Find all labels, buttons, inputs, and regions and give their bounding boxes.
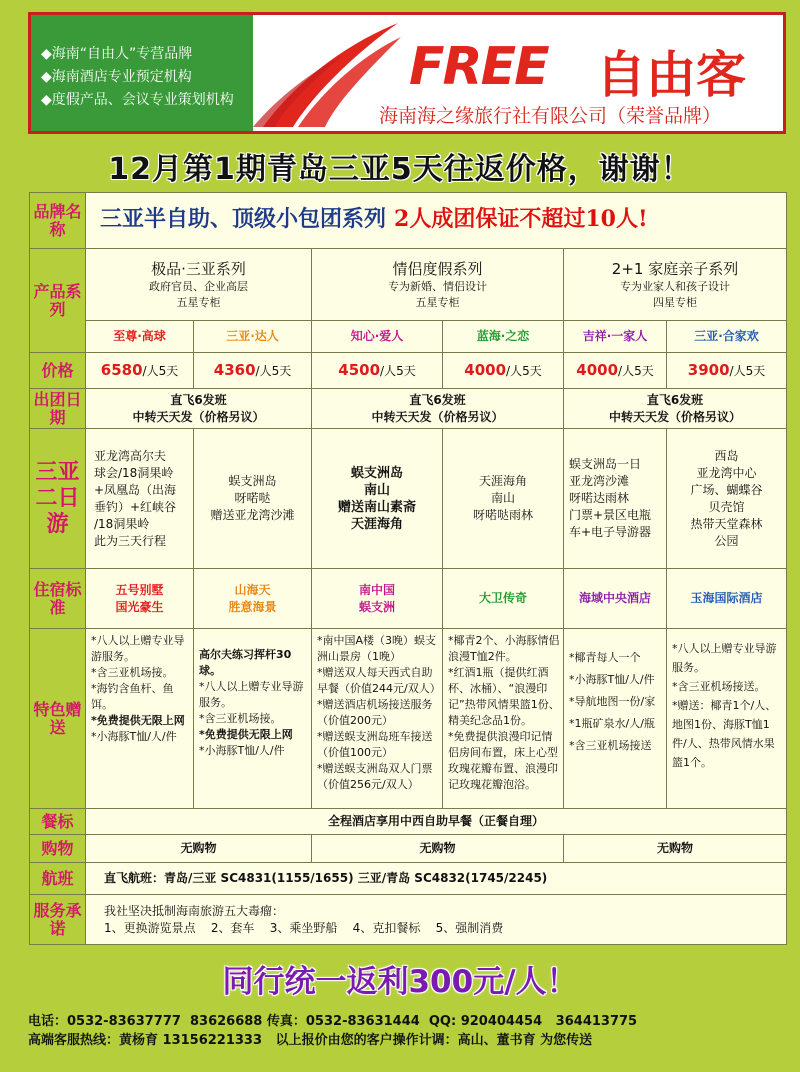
gift-cell [564,629,667,809]
gift-item: *免费提供无限上网 [199,728,293,741]
gift-item: *赠送：椰青1个/人、地图1份、海豚T恤1件/人、热带风情水果篮1个。 [672,699,777,769]
price-unit: /人5天 [380,363,416,378]
itinerary-line: 亚龙湾中心 [696,465,757,480]
gift-item: *赠送酒店机场接送服务（价值200元） [317,698,433,727]
hotel-cell [443,569,564,629]
hotel-cell [86,569,194,629]
label-itinerary: 三亚二日游 [30,429,86,569]
itinerary-line: 球会/18洞果岭 [94,465,174,480]
itinerary-line: 南山 [490,491,515,505]
itinerary-line: +凤凰岛（出海 [94,482,177,497]
title-main: 三亚半自助、顶级小包团系列 [100,205,387,232]
label-price: 价格 [30,353,86,389]
company-name: 海南海之缘旅行社有限公司（荣誉品牌） [379,105,722,127]
gift-item: *椰青2个、小海豚情侣浪漫T恤2件。 [448,634,560,663]
itinerary-cell [194,429,312,569]
service-line: 1、更换游览景点 2、套车 3、乘坐野船 4、克扣餐标 5、强制消费 [104,920,504,935]
label-hotel: 住宿标准 [30,569,86,629]
series-name: 情侣度假系列 [392,259,483,278]
itinerary-cell [86,429,194,569]
gift-item: *赠送双人每天西式自助早餐（价值244元/双人） [317,666,441,695]
service-promise [86,895,787,945]
itinerary-line: 公园 [714,533,739,548]
label-flight: 航班 [30,863,86,895]
brand-logo-cn: 自由客 [596,46,746,104]
meals-text: 全程酒店享用中西自助早餐（正餐自理） [86,809,787,835]
series-target: 政府官员、企业高层 [149,279,248,293]
hotel-name: 南中国 [358,582,395,597]
hotel-name: 五号别墅 [115,582,164,597]
departure-cell [564,389,787,429]
label-meals: 餐标 [30,809,86,835]
hotel-name: 国光豪生 [115,599,164,614]
price-unit: /人5天 [506,363,542,378]
service-line: 我社坚决抵制海南旅游五大毒瘤： [104,903,285,918]
itinerary-line: 垂钓）+红峡谷 [94,499,177,514]
product-name: 至尊·高球 [86,321,194,353]
product-name: 吉祥·一家人 [564,321,667,353]
gift-item: *含三亚机场接。 [199,712,282,725]
hotel-name: 山海天 [234,582,271,597]
itinerary-line: 天涯海角 [478,474,527,488]
itinerary-line: 亚龙湾高尔夫 [94,448,167,463]
product-name: 知心·爱人 [312,321,443,353]
itinerary-line: 蜈支洲岛 [228,474,277,488]
rebate-banner: 同行统一返利300元/人！ [222,964,578,1000]
itinerary-cell [443,429,564,569]
itinerary-line: 车+电子导游器 [569,525,652,539]
price-value: 4500 [338,360,381,379]
hotel-cell [194,569,312,629]
itinerary-line: 赠送南山素斋 [337,499,416,515]
contact-line: 电话：0532-83637777 83626688 传真：0532-83631444 QQ: 920404454 364413775 [28,1014,638,1029]
hotel-name: 玉海国际酒店 [690,591,763,605]
gift-cell [194,629,312,809]
slogan-line: ◆海南“自由人”专营品牌 [41,46,193,62]
itinerary-line: 呀喏哒雨林 [472,508,533,522]
label-brand-name: 品牌名称 [30,193,86,249]
gift-item: *小海豚T恤/人/件 [91,730,177,743]
price-cell [564,353,667,389]
label-service: 服务承诺 [30,895,86,945]
product-name: 三亚·达人 [194,321,312,353]
itinerary-line: 天涯海角 [350,516,403,532]
price-cell [312,353,443,389]
gift-item: 高尔夫练习挥杆30球。 [199,648,292,677]
series-level: 五星专柜 [176,295,221,309]
itinerary-line: 贝壳馆 [708,499,745,514]
itinerary-line: /18洞果岭 [94,516,150,531]
price-cell [194,353,312,389]
header-slogan-panel [31,15,253,131]
gift-cell [312,629,443,809]
price-cell [86,353,194,389]
itinerary-line: 赠送亚龙湾沙滩 [210,508,295,522]
hotel-name: 胜意海景 [228,599,277,614]
product-name: 蓝海·之恋 [443,321,564,353]
itinerary-line: 蜈支洲岛一日 [569,457,642,471]
contact-line: 高端客服热线：黄杨育 13156221333 以上报价由您的客户操作计调：高山、董书育 为您传送 [28,1033,593,1048]
series-title [86,193,787,249]
title-guarantee: 2人成团保证不超过10人! [394,205,648,232]
itinerary-line: 此为三天行程 [94,533,167,548]
gift-item: *含三亚机场接送。 [672,680,766,693]
departure-direct: 直飞6发班 [646,392,704,407]
price-unit: /人5天 [729,363,766,378]
gift-item: *免费提供浪漫印记情侣房间布置，床上心型玫瑰花瓣布置、浪漫印记玫瑰花瓣泡浴。 [448,730,558,791]
series-cell [86,249,312,321]
gift-item: *赠送蜈支洲岛双人门票（价值256元/双人） [317,762,433,791]
hotel-cell [312,569,443,629]
series-target: 专为新婚、情侣设计 [388,279,487,293]
series-cell [312,249,564,321]
gift-item: *海钓含鱼杆、鱼饵。 [91,682,174,711]
gift-item: *椰青每人一个 [569,651,641,664]
series-level: 四星专柜 [653,295,697,309]
label-shopping: 购物 [30,835,86,863]
gift-item: *赠送蜈支洲岛班车接送（价值100元） [317,730,433,759]
departure-direct: 直飞6发班 [409,392,466,407]
product-name: 三亚·合家欢 [667,321,787,353]
gift-cell [86,629,194,809]
series-name: 极品·三亚系列 [151,259,246,278]
price-value: 4360 [213,360,256,379]
shopping-cell: 无购物 [312,835,564,863]
header-banner [28,12,786,134]
itinerary-line: 广场、蝴蝶谷 [690,482,763,497]
departure-transfer: 中转天天发（价格另议） [371,409,504,424]
itinerary-line: 门票+景区电瓶 [569,508,652,522]
departure-transfer: 中转天天发（价格另议） [132,409,265,424]
gift-item: *八人以上赠专业导游服务。 [91,634,185,663]
series-target: 专为业家人和孩子设计 [620,279,730,293]
price-cell [443,353,564,389]
gift-item: *导航地图一份/家 [569,695,656,708]
price-cell [667,353,787,389]
hotel-cell [564,569,667,629]
itinerary-line: 呀喏达雨林 [569,491,630,505]
departure-direct: 直飞6发班 [170,392,227,407]
gift-item: *小海豚T恤/人/件 [199,744,285,757]
hotel-name: 海域中央酒店 [578,591,651,605]
itinerary-line: 热带天堂森林 [690,516,763,531]
gift-item: *小海豚T恤/人/件 [569,673,655,686]
itinerary-cell [564,429,667,569]
price-table [29,192,787,945]
itinerary-line: 西岛 [714,448,739,463]
itinerary-cell [667,429,787,569]
price-value: 3900 [687,360,730,379]
itinerary-line: 蜈支洲岛 [350,465,403,481]
series-name: 2+1 家庭亲子系列 [611,259,739,278]
price-unit: /人5天 [618,363,654,378]
contact-info [28,1012,637,1050]
price-unit: /人5天 [255,363,292,378]
label-dates: 出团日期 [30,389,86,429]
departure-cell [86,389,312,429]
brand-logo-en: FREE [409,37,548,97]
gift-item: *含三亚机场接。 [91,666,174,679]
price-value: 4000 [576,360,619,379]
itinerary-line: 呀喏哒 [234,491,271,505]
gift-item: *八人以上赠专业导游服务。 [199,680,304,709]
hotel-cell [667,569,787,629]
slogan-line: ◆海南酒店专业预定机构 [41,69,192,85]
gift-cell [667,629,787,809]
label-product-series: 产品系列 [30,249,86,353]
gift-item: *红酒1瓶（提供红酒杯、冰桶）、“浪漫印记”热带风情果篮1份、精美纪念品1份。 [448,666,560,727]
page-headline: 12月第1期青岛三亚5天往返价格，谢谢！ [108,152,692,187]
gift-item: *免费提供无限上网 [91,714,185,727]
slogan-line: ◆度假产品、会议专业策划机构 [41,92,234,108]
itinerary-cell [312,429,443,569]
gift-item: *1瓶矿泉水/人/瓶 [569,717,655,730]
series-cell [564,249,787,321]
itinerary-line: 亚龙湾沙滩 [569,474,630,488]
label-gifts: 特色赠送 [30,629,86,809]
gift-item: *南中国A楼（3晚）蜈支洲山景房（1晚） [317,634,437,663]
shopping-cell: 无购物 [564,835,787,863]
shopping-cell: 无购物 [86,835,312,863]
gift-item: *含三亚机场接送 [569,739,652,752]
hotel-name: 大卫传奇 [478,591,527,605]
price-value: 4000 [464,360,507,379]
departure-transfer: 中转天天发（价格另议） [609,409,742,424]
itinerary-line: 南山 [363,482,390,498]
flight-info: 直飞航班：青岛/三亚 SC4831(1155/1655) 三亚/青岛 SC4832(1745/2245) [86,863,787,895]
price-unit: /人5天 [142,363,179,378]
departure-cell [312,389,564,429]
hotel-name: 蜈支洲 [358,599,395,614]
series-level: 五星专柜 [415,295,460,309]
gift-cell [443,629,564,809]
gift-item: *八人以上赠专业导游服务。 [672,642,777,674]
price-value: 6580 [100,360,143,379]
